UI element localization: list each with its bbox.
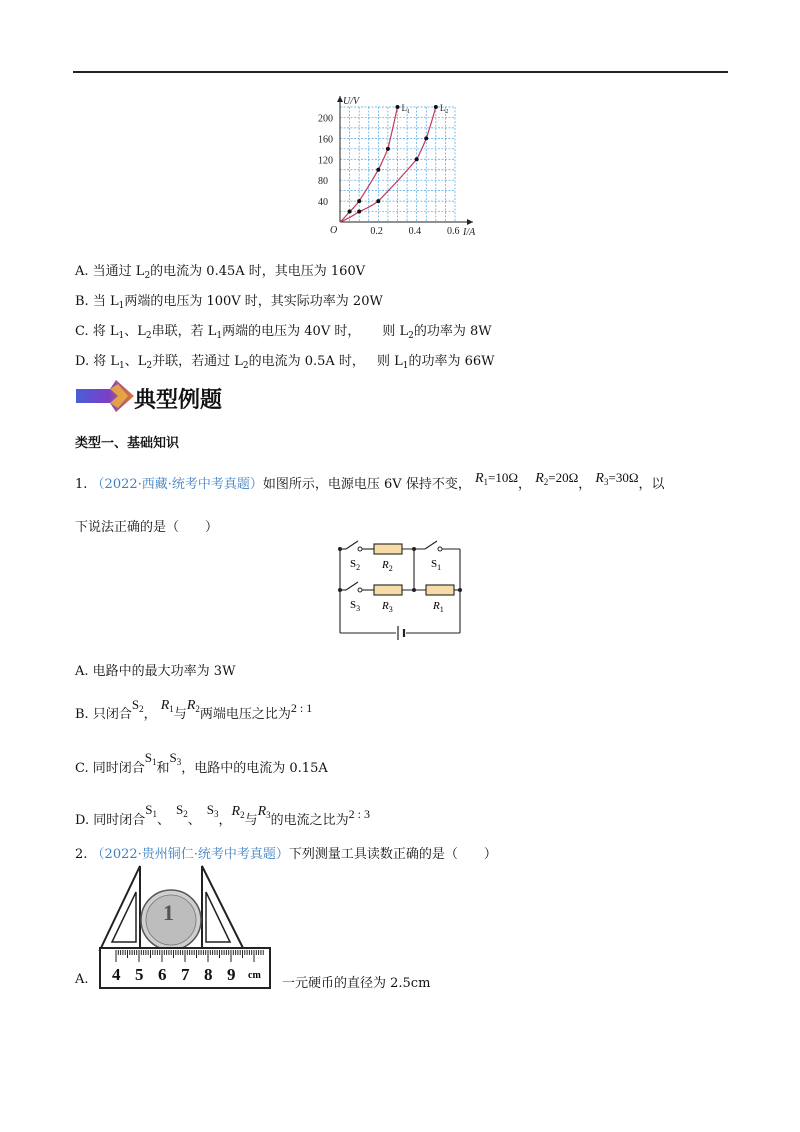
header-rule — [73, 71, 728, 73]
curve-label-l1: $L_1$ — [401, 103, 410, 115]
q1-option-a[interactable]: A. 电路中的最大功率为 3W — [75, 664, 236, 679]
ruler-unit: cm — [248, 970, 261, 981]
y-tick-label: 80 — [318, 176, 328, 188]
switch-s1-label: $S_1$ — [431, 558, 442, 572]
coin-face: 1 — [163, 900, 174, 925]
resistor-r1-label: $R_1$ — [433, 600, 444, 614]
data-point — [415, 157, 419, 161]
x-tick-label: 0.2 — [370, 226, 383, 237]
u-i-graph — [312, 92, 492, 252]
x-axis-arrow — [467, 219, 473, 225]
section-title: 典型例题 — [134, 388, 223, 413]
option-d[interactable]: D. 将 $L_1$、$L_2$并联，若通过 $L_2$的电流为 0.5A 时， 则 $L_1$的功率为 66W — [75, 354, 495, 371]
option-letter: B. — [75, 294, 89, 309]
data-point — [424, 136, 428, 140]
arrow-banner-icon — [76, 380, 134, 412]
option-letter: C. — [75, 324, 89, 339]
ruler-coin-illustration — [98, 862, 288, 990]
ruler-number: 8 — [204, 965, 213, 984]
ruler-number: 7 — [181, 965, 190, 984]
question-source: （2022·西藏·统考中考真题） — [91, 477, 263, 492]
question-1-line2: 下说法正确的是（ ） — [75, 520, 219, 535]
q1-option-c[interactable]: C. 同时闭合$S^1$和$S^3$，电路中的电流为 0.15A — [75, 750, 328, 776]
question-text: 如图所示，电源电压 6V 保持不变， — [262, 477, 471, 492]
ruler-number: 6 — [158, 965, 167, 984]
ruler-number: 5 — [135, 965, 144, 984]
data-point — [357, 199, 361, 203]
q1-option-b[interactable]: B. 只闭合$S^2$， $R^1$与$R^2$两端电压之比为2 : 1 — [75, 697, 313, 722]
data-point — [434, 105, 438, 109]
switch-s3-label: $S_3$ — [350, 599, 361, 613]
ruler-number: 9 — [227, 965, 236, 984]
question-number: 2. — [75, 847, 88, 862]
option-a[interactable]: A. 当通过 $L_2$的电流为 0.45A 时，其电压为 160V — [75, 264, 366, 281]
data-point — [348, 210, 352, 214]
y-tick-label: 40 — [318, 197, 328, 209]
y-tick-label: 200 — [318, 113, 333, 125]
x-tick-label: 0.4 — [408, 226, 422, 237]
circuit-diagram — [330, 535, 470, 643]
question-text: 下列测量工具读数正确的是（ ） — [288, 847, 497, 862]
y-tick-label: 160 — [318, 134, 333, 146]
resistor-r2-label: $R_2$ — [382, 559, 393, 573]
y-tick-label: 120 — [318, 155, 333, 167]
option-b[interactable]: B. 当 $L_1$两端的电压为 100V 时，其实际功率为 20W — [75, 294, 383, 311]
q2-option-a-text: 一元硬币的直径为 2.5cm — [282, 976, 431, 991]
q1-option-d[interactable]: D. 同时闭合$S^1$、$S^2$、$S^3$，$R^2$与$R^3$的电流之比为2 : 3 — [75, 802, 370, 828]
data-point — [396, 105, 400, 109]
data-point — [386, 147, 390, 151]
question-1: 1. （2022·西藏·统考中考真题）如图所示，电源电压 6V 保持不变， $R^1=10\Omega$， $R^2=20\Omega$， $R^3=30\Omega$，以 — [75, 470, 665, 492]
question-2 — [75, 843, 497, 862]
question-source: （2022·贵州铜仁·统考中考真题） — [91, 847, 289, 862]
q2-option-a-letter[interactable]: A. — [75, 972, 89, 987]
data-point — [376, 168, 380, 172]
y-axis-label: U/V — [343, 96, 360, 107]
option-letter: D. — [75, 354, 90, 369]
question-number: 1. — [75, 477, 88, 492]
ruler-number: 4 — [112, 965, 121, 984]
category-title: 类型一、基础知识 — [75, 436, 180, 451]
option-letter: A. — [75, 264, 89, 279]
x-axis-label: I/A — [463, 227, 476, 238]
data-point — [357, 210, 361, 214]
curve-label-l2: $L_2$ — [439, 103, 449, 115]
origin-label: O — [330, 225, 338, 236]
data-point — [376, 199, 380, 203]
resistor-r3-label: $R_3$ — [382, 600, 393, 614]
switch-s2-label: $S_2$ — [350, 558, 361, 572]
x-tick-label: 0.6 — [447, 226, 460, 237]
option-c[interactable]: C. 将 $L_1$、$L_2$串联，若 $L_1$两端的电压为 40V 时， 则 $L_2$的功率为 8W — [75, 324, 492, 341]
